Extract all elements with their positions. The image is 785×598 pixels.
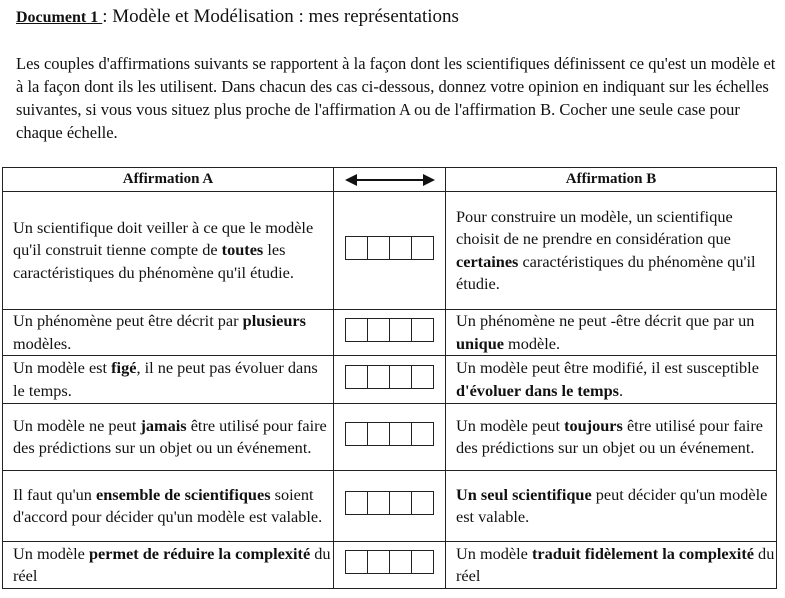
header-affirmation-b: Affirmation B <box>446 168 777 192</box>
affirmation-b-cell <box>446 542 777 589</box>
affirmation-a-cell <box>3 471 334 542</box>
statement-text: . <box>618 380 624 400</box>
scale-checkboxes <box>345 491 434 515</box>
table-row <box>3 471 777 542</box>
scale-cell <box>334 471 446 542</box>
statement-text: Un modèle peut <box>456 415 565 435</box>
scale-checkbox-2[interactable] <box>368 319 390 341</box>
scale-cell <box>334 404 446 471</box>
scale-checkboxes <box>345 550 434 574</box>
statement-text: les caractéristiques du phénomène qu'il étudie. <box>13 240 294 282</box>
statement-text: du réel <box>456 543 775 585</box>
scale-checkbox-4[interactable] <box>412 237 433 259</box>
statement-text: Un modèle est <box>13 358 112 377</box>
scale-checkbox-2[interactable] <box>368 237 390 259</box>
table-row <box>3 192 777 310</box>
statement-text: être utilisé pour faire des prédictions sur un objet ou un événement. <box>13 415 327 457</box>
affirmation-b-cell <box>446 356 777 404</box>
statement-text: Pour construire un modèle, un scientifique choisit de ne prendre en considération que <box>456 206 733 248</box>
scale-checkbox-3[interactable] <box>390 319 412 341</box>
table-row <box>3 542 777 589</box>
scale-checkbox-1[interactable] <box>346 492 368 514</box>
header-affirmation-a: Affirmation A <box>3 168 334 192</box>
statement-text: du réel <box>13 543 331 585</box>
affirmation-b-cell <box>446 310 777 356</box>
header-scale <box>334 168 446 192</box>
scale-cell <box>334 310 446 356</box>
title-text: Modèle et Modélisation : mes représentations <box>112 6 459 27</box>
scale-checkboxes <box>345 318 434 342</box>
emphasis-text: Un seul scientifique <box>456 484 592 504</box>
statement-text: Un scientifique doit veiller à ce que le modèle qu'il construit tienne compte de <box>13 217 314 260</box>
emphasis-text: d'évoluer dans le temps <box>456 380 619 400</box>
scale-checkboxes <box>345 422 434 446</box>
scale-checkbox-4[interactable] <box>412 423 433 445</box>
affirmation-b-cell <box>446 192 777 310</box>
scale-checkbox-2[interactable] <box>368 551 390 573</box>
scale-checkbox-4[interactable] <box>412 366 433 388</box>
table-row <box>3 310 777 356</box>
table-row <box>3 356 777 404</box>
scale-cell <box>334 192 446 310</box>
affirmation-a-cell <box>3 542 334 589</box>
instructions-paragraph: Les couples d'affirmations suivants se rapportent à la façon dont les scientifiques définissent ce qu'est un modèle et à la façon dont ils les utilisent. Dans chacun des cas ci-dessous, donnez votre opinion en indiquant sur les échelles suivantes, si vous vous situez plus proche de l'affirmation A ou de l'affirmation B. Cocher une seule case pour chaque échelle. <box>16 54 776 142</box>
statement-text: modèles. <box>13 333 72 353</box>
scale-checkbox-1[interactable] <box>346 319 368 341</box>
affirmation-a-cell <box>3 356 334 404</box>
emphasis-text: jamais <box>140 415 187 435</box>
emphasis-text: certaines <box>456 251 519 271</box>
statement-text: Un modèle ne peut <box>13 415 141 435</box>
emphasis-text: traduit fidèlement la complexité <box>531 543 754 563</box>
scale-checkboxes <box>345 365 434 389</box>
statement-text: être utilisé pour faire des prédictions sur un objet ou un événement. <box>456 415 764 457</box>
table-row <box>3 404 777 471</box>
statement-text: Un phénomène ne peut -être décrit que par un <box>456 311 755 330</box>
scale-checkbox-4[interactable] <box>412 551 433 573</box>
affirmation-a-cell <box>3 404 334 471</box>
affirmation-b-cell <box>446 404 777 471</box>
scale-checkbox-3[interactable] <box>390 237 412 259</box>
scale-checkbox-1[interactable] <box>346 423 368 445</box>
emphasis-text: figé <box>111 358 137 377</box>
scale-checkbox-3[interactable] <box>390 551 412 573</box>
title-separator: : <box>102 6 113 27</box>
statement-text: , il ne peut pas évoluer dans le temps. <box>13 358 318 400</box>
scale-checkbox-2[interactable] <box>368 366 390 388</box>
statement-text: Un modèle <box>456 543 532 563</box>
statement-text: Un modèle <box>13 543 89 563</box>
statement-text: caractéristiques du phénomène qu'il étudie. <box>456 251 756 293</box>
scale-cell <box>334 542 446 589</box>
scale-checkbox-2[interactable] <box>368 423 390 445</box>
scale-checkbox-1[interactable] <box>346 237 368 259</box>
scale-checkbox-3[interactable] <box>390 366 412 388</box>
statement-text: modèle. <box>503 333 561 353</box>
scale-checkbox-4[interactable] <box>412 492 433 514</box>
table-header-row <box>3 168 777 192</box>
document-label: Document 1 <box>16 9 103 26</box>
statement-text: Un modèle peut être modifié, il est susceptible <box>456 358 759 377</box>
emphasis-text: toujours <box>564 415 623 435</box>
statement-text: Un phénomène peut être décrit par <box>13 311 243 330</box>
emphasis-text: unique <box>456 333 504 353</box>
statement-text: soient d'accord pour décider qu'un modèle est valable. <box>13 484 323 526</box>
double-arrow-icon <box>345 173 435 187</box>
scale-checkboxes <box>345 236 434 260</box>
scale-checkbox-1[interactable] <box>346 551 368 573</box>
emphasis-text: permet de réduire la complexité <box>88 543 311 563</box>
scale-checkbox-3[interactable] <box>390 423 412 445</box>
emphasis-text: plusieurs <box>242 311 306 330</box>
affirmation-a-cell <box>3 192 334 310</box>
scale-checkbox-1[interactable] <box>346 366 368 388</box>
emphasis-text: ensemble de scientifiques <box>95 484 271 504</box>
scale-checkbox-2[interactable] <box>368 492 390 514</box>
scale-checkbox-3[interactable] <box>390 492 412 514</box>
affirmation-a-cell <box>3 310 334 356</box>
scale-cell <box>334 356 446 404</box>
statement-text: peut décider qu'un modèle est valable. <box>456 484 768 526</box>
affirmations-table <box>2 167 777 589</box>
document-title <box>16 6 459 28</box>
affirmation-b-cell <box>446 471 777 542</box>
scale-checkbox-4[interactable] <box>412 319 433 341</box>
emphasis-text: toutes <box>221 240 264 260</box>
statement-text: Il faut qu'un <box>13 484 96 504</box>
